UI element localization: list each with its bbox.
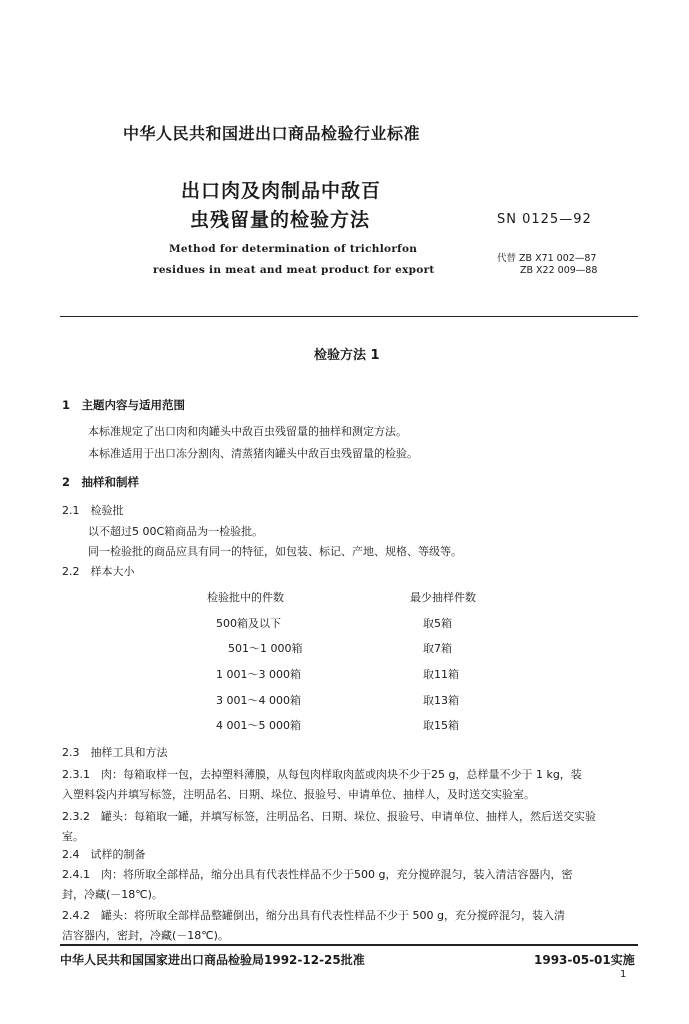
table-cell-lot-3: 1 001～3 000箱: [216, 668, 301, 681]
implementation-date: 1993-05-01实施: [534, 953, 635, 967]
section-2-3-2-line2: 室。: [62, 830, 84, 843]
table-header-lot-size: 检验批中的件数: [207, 591, 284, 604]
page-number: 1: [620, 969, 627, 980]
section-2-1-paragraph-2: 同一检验批的商品应具有同一的特征，如包装、标记、产地、规格、等级等。: [88, 545, 462, 558]
replaces-note: [497, 253, 597, 277]
table-header-min-samples: 最少抽样件数: [410, 591, 476, 604]
section-2-4-1-line1: 2.4.1 肉：将所取全部样品，缩分出具有代表性样品不少于500 g，充分搅碎混匀，装入清洁容器内，密: [62, 868, 573, 881]
section-2-3-heading: 2.3 抽样工具和方法: [62, 746, 168, 759]
standard-code: SN 0125—92: [497, 212, 592, 227]
section-2-4-2-line1: 2.4.2 罐头：将所取全部样品整罐倒出，缩分出具有代表性样品不少于 500 g，充分搅碎混匀，装入清: [62, 909, 565, 922]
section-2-3-1-line2: 入塑料袋内并填写标签，注明品名、日期、垛位、报验号、申请单位、抽样人，及时送交实验室。: [62, 788, 535, 801]
table-cell-sample-1: 取5箱: [423, 617, 452, 630]
replaces-line2: ZB X22 009—88: [520, 265, 598, 276]
issuing-standard-body: 中华人民共和国进出口商品检验行业标准: [123, 124, 421, 143]
replaces-line1: 代替 ZB X71 002—87: [497, 253, 597, 264]
english-title-line2: residues in meat and meat product for export: [153, 264, 435, 276]
section-2-4-heading: 2.4 试样的制备: [62, 848, 146, 861]
section-2-3-2-line1: 2.3.2 罐头：每箱取一罐，并填写标签，注明品名、日期、垛位、报验号、申请单位、抽样人，然后送交实验: [62, 810, 596, 823]
english-title-line1: Method for determination of trichlorfon: [169, 243, 418, 255]
document-title-line1: 出口肉及肉制品中敌百: [181, 180, 382, 202]
method-title: 检验方法 1: [314, 348, 380, 363]
section-2-4-1-line2: 封，冷藏(－18℃)。: [62, 888, 163, 901]
table-cell-lot-4: 3 001～4 000箱: [216, 694, 301, 707]
section-2-heading: 2 抽样和制样: [62, 475, 140, 489]
section-2-4-2-line2: 洁容器内，密封，冷藏(－18℃)。: [62, 929, 229, 942]
table-cell-sample-2: 取7箱: [423, 642, 452, 655]
footer-divider: [60, 944, 638, 946]
section-2-1-paragraph-1: 以不超过5 00C箱商品为一检验批。: [88, 525, 264, 538]
table-cell-lot-1: 500箱及以下: [216, 617, 281, 630]
section-2-3-1-line1: 2.3.1 肉：每箱取样一包，去掉塑料薄膜，从每包肉样取肉蓝或肉块不少于25 g，总样量不少于 1 kg，装: [62, 768, 582, 781]
document-title-line2: 虫残留量的检验方法: [190, 209, 371, 231]
table-cell-sample-4: 取13箱: [423, 694, 459, 707]
table-cell-sample-3: 取11箱: [423, 668, 459, 681]
header-divider: [60, 316, 638, 317]
approval-note: 中华人民共和国国家进出口商品检验局1992-12-25批准: [60, 953, 365, 967]
section-2-1-heading: 2.1 检验批: [62, 504, 124, 517]
table-cell-lot-2: 501～1 000箱: [228, 642, 303, 655]
table-cell-sample-5: 取15箱: [423, 719, 459, 732]
section-1-paragraph-2: 本标准适用于出口冻分割肉、清蒸猪肉罐头中敌百虫残留量的检验。: [88, 447, 418, 460]
section-1-paragraph-1: 本标准规定了出口肉和肉罐头中敌百虫残留量的抽样和测定方法。: [88, 425, 407, 438]
section-1-heading: 1 主题内容与适用范围: [62, 398, 186, 412]
section-2-2-heading: 2.2 样本大小: [62, 565, 135, 578]
table-cell-lot-5: 4 001～5 000箱: [216, 719, 301, 732]
